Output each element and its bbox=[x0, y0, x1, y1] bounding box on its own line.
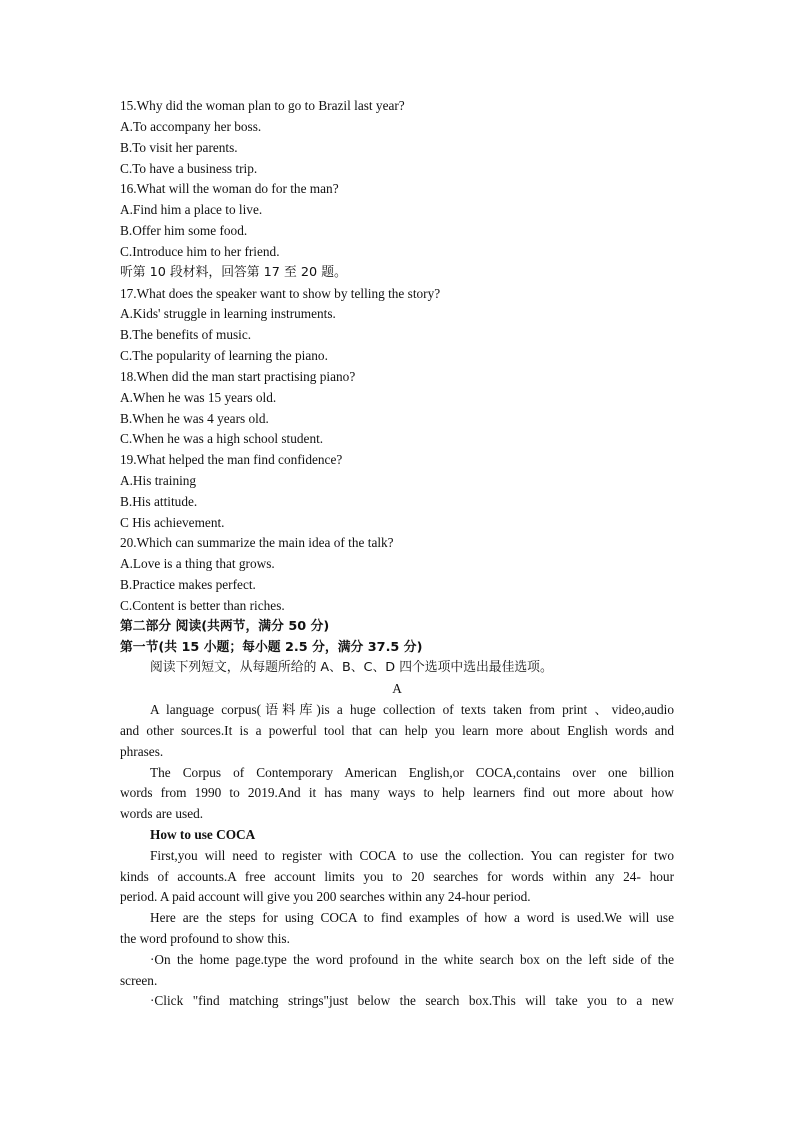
part-two-heading: 第二部分 阅读(共两节，满分 50 分) bbox=[120, 619, 330, 634]
step-line: ·Click "find matching strings"just below the search box.This will take you to a new bbox=[150, 993, 674, 1008]
option-16b: B.Offer him some food. bbox=[120, 223, 248, 238]
question-15: 15.Why did the woman plan to go to Brazil last year? bbox=[120, 98, 405, 113]
paragraph-line: A language corpus(语料库)is a huge collection of texts taken from print 、video,audio bbox=[150, 702, 674, 717]
paragraph-line: Here are the steps for using COCA to find examples of how a word is used.We will use bbox=[150, 910, 674, 925]
question-19: 19.What helped the man find confidence? bbox=[120, 452, 343, 467]
paragraph-line: and other sources.It is a powerful tool that can help you learn more about English words and bbox=[120, 723, 674, 738]
question-16: 16.What will the woman do for the man? bbox=[120, 181, 339, 196]
question-17: 17.What does the speaker want to show by telling the story? bbox=[120, 286, 441, 301]
option-16c: C.Introduce him to her friend. bbox=[120, 244, 280, 259]
option-19a: A.His training bbox=[120, 473, 197, 488]
paragraph-line: phrases. bbox=[120, 744, 164, 759]
option-17b: B.The benefits of music. bbox=[120, 327, 252, 342]
step-line: screen. bbox=[120, 973, 158, 988]
paragraph-line: the word profound to show this. bbox=[120, 931, 290, 946]
option-20b: B.Practice makes perfect. bbox=[120, 577, 256, 592]
option-17a: A.Kids' struggle in learning instruments. bbox=[120, 306, 336, 321]
subheading: How to use COCA bbox=[150, 827, 256, 842]
paragraph-line: kinds of accounts.A free account limits you to 20 searches for words within any 24- hour bbox=[120, 869, 674, 884]
option-19c: C His achievement. bbox=[120, 515, 225, 530]
question-18: 18.When did the man start practising piano? bbox=[120, 369, 356, 384]
paragraph-line: The Corpus of Contemporary American English,or COCA,contains over one billion bbox=[150, 765, 674, 780]
paragraph-line: period. A paid account will give you 200 searches within any 24-hour period. bbox=[120, 889, 531, 904]
paragraph-line: words are used. bbox=[120, 806, 204, 821]
option-15b: B.To visit her parents. bbox=[120, 140, 238, 155]
option-19b: B.His attitude. bbox=[120, 494, 198, 509]
option-17c: C.The popularity of learning the piano. bbox=[120, 348, 328, 363]
option-20a: A.Love is a thing that grows. bbox=[120, 556, 275, 571]
section-one-heading: 第一节(共 15 小题；每小题 2.5 分，满分 37.5 分) bbox=[120, 640, 423, 655]
option-18c: C.When he was a high school student. bbox=[120, 431, 324, 446]
option-15a: A.To accompany her boss. bbox=[120, 119, 262, 134]
option-15c: C.To have a business trip. bbox=[120, 161, 258, 176]
section-instruction: 听第 10 段材料，回答第 17 至 20 题。 bbox=[120, 265, 347, 280]
reading-instruction: 阅读下列短文，从每题所给的 A、B、C、D 四个选项中选出最佳选项。 bbox=[150, 660, 553, 675]
passage-label: A bbox=[392, 681, 402, 696]
option-18a: A.When he was 15 years old. bbox=[120, 390, 277, 405]
paragraph-line: First,you will need to register with COCA to use the collection. You can register for two bbox=[150, 848, 674, 863]
option-18b: B.When he was 4 years old. bbox=[120, 411, 269, 426]
paragraph-line: words from 1990 to 2019.And it has many ways to help learners find out more about how bbox=[120, 785, 674, 800]
step-line: ·On the home page.type the word profound in the white search box on the left side of the bbox=[150, 952, 674, 967]
question-20: 20.Which can summarize the main idea of the talk? bbox=[120, 535, 394, 550]
option-20c: C.Content is better than riches. bbox=[120, 598, 285, 613]
option-16a: A.Find him a place to live. bbox=[120, 202, 263, 217]
